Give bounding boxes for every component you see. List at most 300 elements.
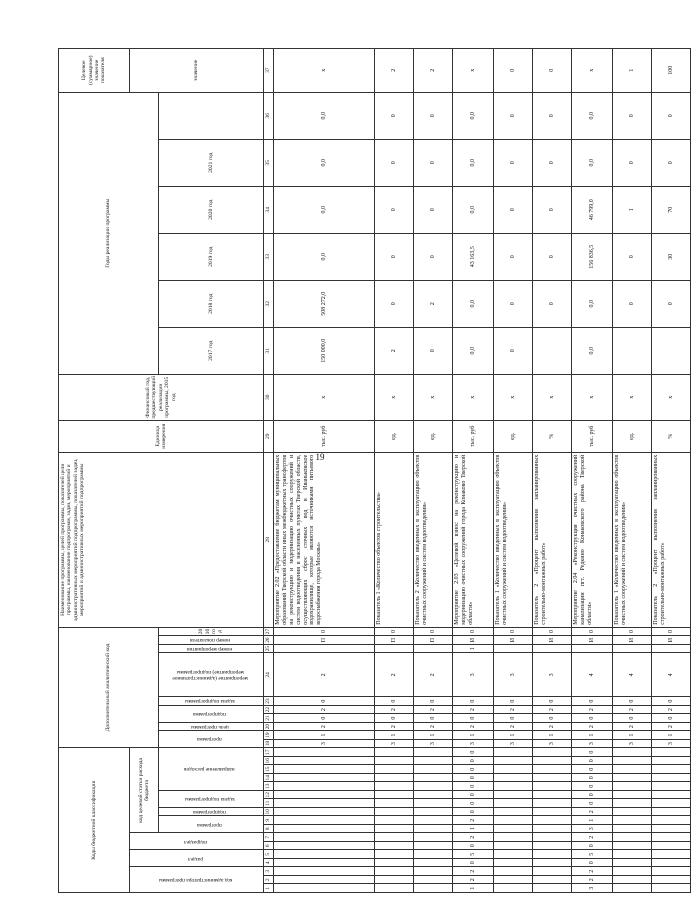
budget-code-cell: 0 (453, 791, 494, 800)
budget-code-cell (375, 833, 414, 842)
analytic-code-cell: И (572, 636, 613, 645)
analytic-code-cell: 2 (375, 722, 414, 731)
budget-code-cell (613, 799, 652, 808)
year-value-cell: 0 (494, 92, 533, 139)
budget-code-cell (652, 774, 691, 783)
budget-code-cell: 0 (453, 765, 494, 774)
budget-code-cell (652, 876, 691, 885)
year-value-cell: 0,0 (572, 327, 613, 374)
budget-code-cell: 0 (572, 799, 613, 808)
unit-cell: тыс. руб (453, 420, 494, 452)
column-number: 19 (264, 731, 274, 740)
year-value-cell: 0 (375, 92, 414, 139)
year-value-cell: 0 (494, 327, 533, 374)
year-value-cell: 0 (533, 92, 572, 139)
budget-code-cell (274, 774, 375, 783)
budget-code-cell (613, 782, 652, 791)
budget-code-cell (414, 748, 453, 757)
column-number: 34 (264, 186, 274, 233)
budget-code-cell: 2 (572, 867, 613, 876)
budget-code-cell (414, 884, 453, 893)
column-numbers-row (264, 48, 274, 892)
table-row (453, 48, 494, 892)
section-header: раздел (130, 850, 264, 867)
budget-code-cell: 0 (572, 782, 613, 791)
column-number: 18 (264, 739, 274, 748)
year-value-cell: 0 (533, 186, 572, 233)
target-value-cell: х (274, 48, 375, 92)
analytic-code-cell (572, 644, 613, 653)
year-value-cell: 0,0 (274, 92, 375, 139)
table-row (414, 48, 453, 892)
budget-code-cell (533, 816, 572, 825)
budget-code-cell (414, 876, 453, 885)
budget-code-cell (533, 867, 572, 876)
analytic-code-cell: 0 (453, 714, 494, 723)
budget-code-cell (533, 876, 572, 885)
budget-code-cell (414, 833, 453, 842)
target-value-cell: 0 (533, 48, 572, 92)
analytic-code-cell: 3 (453, 739, 494, 748)
column-number: 21 (264, 714, 274, 723)
budget-code-cell (494, 774, 533, 783)
budget-code-cell (494, 799, 533, 808)
budget-code-cell (494, 833, 533, 842)
budget-code-cell: 0 (572, 791, 613, 800)
rotated-table-wrapper (58, 53, 674, 893)
unit-cell: % (533, 420, 572, 452)
budget-code-cell (652, 833, 691, 842)
budget-code-cell: 0 (453, 842, 494, 851)
year-2017-header: 2017 год (159, 327, 264, 374)
budget-code-cell: 3 (572, 884, 613, 893)
budget-code-cell (274, 765, 375, 774)
year-value-cell: 0,0 (572, 92, 613, 139)
budget-code-cell (613, 842, 652, 851)
an-program-header: программа (159, 731, 264, 748)
analytic-code-cell: П (414, 636, 453, 645)
fin-year-cell: х (414, 374, 453, 420)
budget-code-cell (613, 808, 652, 817)
budget-code-cell: 5 (572, 850, 613, 859)
budget-code-cell (375, 748, 414, 757)
budget-code-cell (414, 816, 453, 825)
analytic-code-cell: 3 (572, 739, 613, 748)
analytic-code-cell: 0 (375, 714, 414, 723)
budget-code-cell: 2 (572, 808, 613, 817)
analytic-code-cell: 4 (613, 653, 652, 697)
table-row (613, 48, 652, 892)
analytic-code-cell: 0 (414, 627, 453, 636)
year-value-cell: 0 (494, 139, 533, 186)
header-row-1 (59, 48, 130, 892)
years-header: Годы реализации программы (59, 92, 159, 374)
analytic-code-cell: 0 (613, 627, 652, 636)
budget-code-cell (652, 808, 691, 817)
analytic-code-cell: 3 (414, 739, 453, 748)
year-2018-header: 2018 год (159, 280, 264, 327)
budget-code-cell (494, 748, 533, 757)
budget-code-cell: 2 (453, 876, 494, 885)
analytic-code-cell (613, 644, 652, 653)
budget-code-cell (652, 765, 691, 774)
year-2021-header: 2021 год (159, 139, 264, 186)
analytic-code-cell: 0 (274, 714, 375, 723)
budget-code-cell: 0 (453, 808, 494, 817)
column-number: 8 (264, 825, 274, 834)
budget-code-cell (274, 791, 375, 800)
budget-code-cell (494, 867, 533, 876)
year-value-cell: 0,0 (274, 233, 375, 280)
budget-code-cell (533, 808, 572, 817)
table-row (274, 48, 375, 892)
unit-cell: % (652, 420, 691, 452)
item-name-cell: Показатель 1 «Количество введенных в эксплуатацию объектов очистных сооружений и систем водоотведения» (494, 452, 533, 627)
analytic-code-cell: 3 (533, 739, 572, 748)
analytic-code-cell: И (613, 636, 652, 645)
column-number: 31 (264, 327, 274, 374)
budget-code-cell: 0 (572, 748, 613, 757)
budget-code-cell: 2 (572, 876, 613, 885)
budget-code-cell (414, 765, 453, 774)
table-row (533, 48, 572, 892)
target-value-cell: 2 (375, 48, 414, 92)
budget-code-cell (414, 867, 453, 876)
budget-code-cell (375, 799, 414, 808)
year-value-cell: 30 (652, 233, 691, 280)
analytic-code-cell: 2 (375, 705, 414, 714)
target-header: Целевое (суммарное) значение показателя (59, 48, 130, 92)
budget-code-cell: 1 (453, 825, 494, 834)
budget-code-cell: 0 (572, 757, 613, 766)
column-number: 20 (264, 722, 274, 731)
budget-code-cell (274, 876, 375, 885)
column-number: 32 (264, 280, 274, 327)
budget-code-cell (494, 850, 533, 859)
budget-code-cell: 0 (572, 842, 613, 851)
analytic-code-cell: 0 (375, 697, 414, 706)
name-header: Наименование программы, целей программы, показателей цели программы, наименование подпрограмм, задач, мероприятий и административных мероприятий подпрограммы, показателей задач, мероприятий и административных мероприятий подпрограммы (59, 452, 264, 627)
task-code-header: задача подпрограммы (159, 791, 264, 808)
column-number: 1 (264, 884, 274, 893)
year-value-cell (652, 327, 691, 374)
year-value-cell: 0 (533, 233, 572, 280)
budget-code-cell (274, 799, 375, 808)
budget-code-cell (652, 859, 691, 868)
budget-code-cell (533, 791, 572, 800)
column-number: 2 (264, 876, 274, 885)
budget-code-cell (414, 842, 453, 851)
budget-code-cell (613, 816, 652, 825)
budget-code-cell: 2 (572, 833, 613, 842)
item-name-cell: Показатель 2 «Процент выполнения запланированных строительно-монтажных работ» (533, 452, 572, 627)
analytic-code-cell: 2 (453, 705, 494, 714)
analytic-code-cell: 3 (453, 653, 494, 697)
budget-code-cell (533, 774, 572, 783)
year-value-cell: 0 (652, 280, 691, 327)
analytic-code-cell: 3 (613, 739, 652, 748)
budget-code-cell (494, 782, 533, 791)
budget-code-cell (414, 791, 453, 800)
fin-year-cell: х (572, 374, 613, 420)
item-name-cell: Показатель 2 «Количество введенных в эксплуатацию объектов очистных сооружений и систем водоотведения» (414, 452, 453, 627)
budget-code-cell (652, 748, 691, 757)
year-value-cell: 0 (414, 233, 453, 280)
budget-code-cell (652, 816, 691, 825)
budget-code-cell (652, 850, 691, 859)
analytic-code-cell: 0 (533, 627, 572, 636)
budget-code-cell (533, 757, 572, 766)
budget-code-cell (274, 808, 375, 817)
budget-code-cell (375, 884, 414, 893)
analytic-code-cell: 3 (652, 739, 691, 748)
fin-year-cell: х (494, 374, 533, 420)
year-value-cell (533, 327, 572, 374)
analytic-code-cell: 1 (453, 731, 494, 740)
budget-code-cell (533, 833, 572, 842)
analytic-code-cell: И (533, 636, 572, 645)
budget-code-cell (494, 825, 533, 834)
year-value-cell: 0,0 (572, 139, 613, 186)
budget-code-cell (613, 765, 652, 774)
budget-code-cell (652, 842, 691, 851)
fin-year-cell: х (274, 374, 375, 420)
analytic-code-cell: 0 (274, 697, 375, 706)
budget-code-cell (533, 850, 572, 859)
budget-code-cell (375, 757, 414, 766)
analytic-code-cell: 0 (572, 697, 613, 706)
budget-codes-header: Коды бюджетной классификации (59, 748, 130, 893)
budget-code-cell (533, 748, 572, 757)
budget-code-cell (613, 774, 652, 783)
year-2019-header: 2019 год (159, 233, 264, 280)
analytic-code-cell: 0 (375, 627, 414, 636)
page-number: 19 (315, 452, 325, 462)
target-value-cell: 1 (613, 48, 652, 92)
target-value-cell: х (572, 48, 613, 92)
budget-code-cell: 2 (453, 833, 494, 842)
budget-code-cell (613, 757, 652, 766)
budget-code-cell: 2 (453, 816, 494, 825)
fin-year-header: Финансовый год, предшествующий реализации программы, 2015 год (59, 374, 264, 420)
budget-code-cell (533, 765, 572, 774)
analytic-code-cell: 0 (453, 627, 494, 636)
budget-code-cell (652, 825, 691, 834)
budget-code-cell (652, 791, 691, 800)
analytic-code-cell: 2 (274, 722, 375, 731)
subsection-header: подраздел (130, 833, 264, 850)
year-value-cell: 2 (375, 327, 414, 374)
analytic-code-cell: 0 (533, 697, 572, 706)
budget-code-cell: 0 (453, 774, 494, 783)
column-number: 36 (264, 92, 274, 139)
column-number: 4 (264, 859, 274, 868)
budget-code-cell (414, 757, 453, 766)
analytic-code-cell: 0 (533, 714, 572, 723)
unit-cell: ед. (375, 420, 414, 452)
unit-cell: ед. (414, 420, 453, 452)
column-number: 7 (264, 833, 274, 842)
budget-code-cell (375, 808, 414, 817)
budget-code-cell (533, 859, 572, 868)
year-value-cell: 0,0 (453, 327, 494, 374)
analytic-code-cell: 1 (533, 731, 572, 740)
an-indicator-header: номер показателя (159, 636, 264, 645)
fin-year-cell: х (375, 374, 414, 420)
table-row (652, 48, 691, 892)
budget-code-cell: 0 (572, 765, 613, 774)
budget-code-cell (414, 799, 453, 808)
column-number: 37 (264, 48, 274, 92)
budget-code-cell (533, 799, 572, 808)
analytic-code-cell: 0 (652, 714, 691, 723)
column-number: 30 (264, 374, 274, 420)
analytic-code-cell: 3 (494, 739, 533, 748)
analytic-code-cell: 3 (494, 653, 533, 697)
column-number: 27 (264, 627, 274, 636)
budget-code-cell (274, 867, 375, 876)
year-value-cell: 0,0 (453, 92, 494, 139)
year-value-cell: 1 (613, 186, 652, 233)
year-value-cell: 0 (375, 233, 414, 280)
budget-code-cell (494, 859, 533, 868)
activity-code-header: направление расходов (159, 748, 264, 791)
column-number: 25 (264, 644, 274, 653)
analytic-code-cell: 0 (572, 627, 613, 636)
budget-code-cell (375, 850, 414, 859)
budget-code-cell (533, 884, 572, 893)
analytic-code-cell: 2 (572, 722, 613, 731)
budget-code-cell: 0 (453, 748, 494, 757)
item-name-cell: Показатель 1 «Количество введенных в эксплуатацию объектов очистных сооружений и систем водоотведения» (613, 452, 652, 627)
budget-article-header: код целевой статьи расхода бюджета (130, 748, 159, 833)
analytic-code-cell: 2 (613, 722, 652, 731)
column-number: 16 (264, 757, 274, 766)
unit-header: Единица измерения (59, 420, 264, 452)
year-value-cell: 70 (652, 186, 691, 233)
analytic-code-cell: 0 (494, 627, 533, 636)
budget-code-cell (375, 782, 414, 791)
budget-code-cell (613, 825, 652, 834)
budget-code-cell (613, 791, 652, 800)
budget-code-cell (274, 782, 375, 791)
budget-code-cell (494, 876, 533, 885)
budget-code-cell (274, 850, 375, 859)
budget-code-cell (274, 884, 375, 893)
year-value-cell: 0 (414, 186, 453, 233)
analytic-code-cell (375, 644, 414, 653)
analytic-code-cell: И (494, 636, 533, 645)
budget-code-cell (652, 884, 691, 893)
analytic-code-cell: 2 (414, 722, 453, 731)
column-number: 3 (264, 867, 274, 876)
table-row (494, 48, 533, 892)
analytic-code-cell: 0 (652, 697, 691, 706)
program-table (58, 48, 691, 893)
budget-code-cell (375, 876, 414, 885)
fin-year-cell: х (533, 374, 572, 420)
year-value-cell: 0 (613, 233, 652, 280)
budget-code-cell: 0 (453, 782, 494, 791)
budget-code-cell (375, 765, 414, 774)
target-value-cell: 0 (494, 48, 533, 92)
budget-code-cell (494, 791, 533, 800)
budget-code-cell (375, 791, 414, 800)
year-value-cell: 0 (375, 186, 414, 233)
analytic-code-cell: 0 (572, 714, 613, 723)
item-name-cell: Мероприятие 2.04 «Реконструкция очистных сооружений канализации пгт. Редкино Конаковского района Тверской области» (572, 452, 613, 627)
year-value-cell: 0 (375, 280, 414, 327)
year-value-cell: 0 (613, 280, 652, 327)
budget-code-cell (613, 867, 652, 876)
budget-code-cell (274, 833, 375, 842)
analytic-code-cell: И (453, 636, 494, 645)
budget-code-cell (613, 850, 652, 859)
budget-code-cell (274, 816, 375, 825)
column-number: 17 (264, 748, 274, 757)
budget-code-cell: 0 (453, 757, 494, 766)
year-value-cell: 0 (375, 139, 414, 186)
budget-code-cell (652, 782, 691, 791)
budget-code-cell: 0 (572, 774, 613, 783)
budget-code-cell (274, 859, 375, 868)
budget-code-cell (613, 859, 652, 868)
budget-code-cell (652, 867, 691, 876)
analytic-code-cell: 1 (453, 644, 494, 653)
analytic-code-cell: 2 (274, 705, 375, 714)
year-value-cell: 0 (494, 280, 533, 327)
subprogram-code-header: подпрограмма (159, 808, 264, 817)
item-name-cell: Показатель 1 «Количество объектов строительства» (375, 452, 414, 627)
year-2016-header: 2016 год (159, 627, 264, 636)
column-number: 11 (264, 799, 274, 808)
analytic-code-cell (274, 644, 375, 653)
budget-code-cell: 0 (572, 859, 613, 868)
year-value-cell: 0 (414, 327, 453, 374)
year-value-cell: 0 (533, 280, 572, 327)
fin-year-cell: х (613, 374, 652, 420)
column-number: 29 (264, 420, 274, 452)
budget-code-cell (613, 833, 652, 842)
year-value-cell: 0 (652, 139, 691, 186)
budget-code-cell (414, 859, 453, 868)
an-subprogram-header: подпрограмма (159, 705, 264, 722)
year-2020-header: 2020 год (159, 186, 264, 233)
budget-code-cell (414, 774, 453, 783)
analytic-code-cell: 2 (533, 705, 572, 714)
year-value-cell: 0 (613, 92, 652, 139)
column-number: 35 (264, 139, 274, 186)
analytic-code-cell: 0 (613, 697, 652, 706)
year-value-cell: 0,0 (274, 139, 375, 186)
an-task-header: задача подпрограммы (159, 697, 264, 706)
budget-code-cell: 2 (453, 867, 494, 876)
budget-code-cell (274, 748, 375, 757)
budget-code-cell (494, 884, 533, 893)
year-value-cell: 0,0 (453, 139, 494, 186)
analytic-code-cell: 4 (652, 653, 691, 697)
analytic-code-cell: 0 (274, 627, 375, 636)
year-value-cell: 156 836,5 (572, 233, 613, 280)
analytic-code-cell (414, 644, 453, 653)
analytic-code-cell: П (375, 636, 414, 645)
analytic-code-cell: 0 (494, 714, 533, 723)
analytic-code-cell: И (652, 636, 691, 645)
column-number: 13 (264, 782, 274, 791)
budget-code-cell (494, 757, 533, 766)
analytic-code-cell: 0 (414, 697, 453, 706)
budget-code-cell: 1 (453, 884, 494, 893)
